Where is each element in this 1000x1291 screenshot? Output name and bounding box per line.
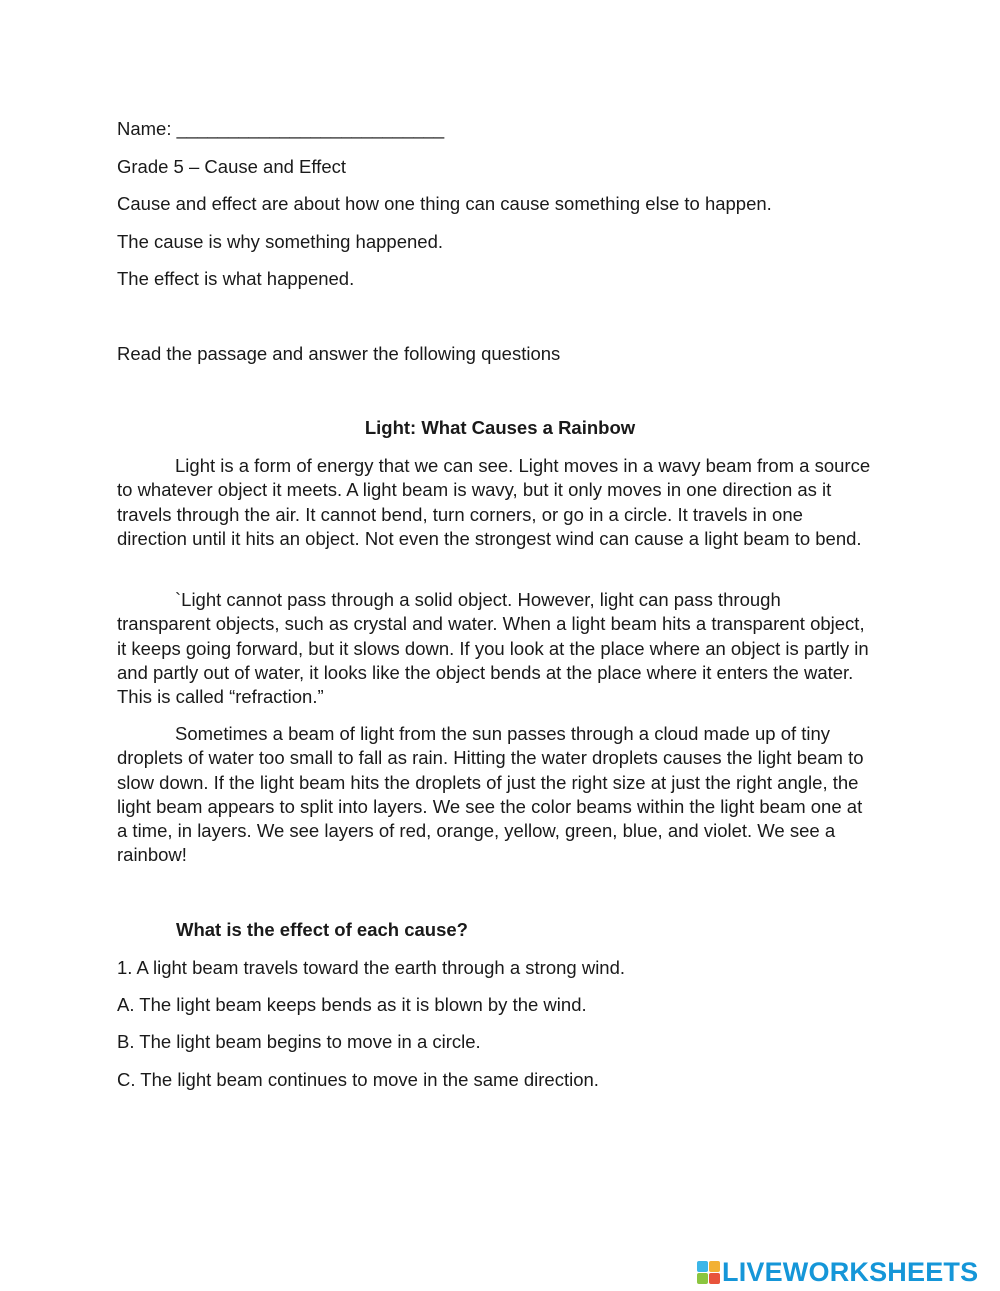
- effect-definition: The effect is what happened.: [117, 268, 355, 289]
- passage-paragraph-1: Light is a form of energy that we can see. Light moves in a wavy beam from a source to whatever object it meets. A light beam is wavy, but it only moves in one direction as it travels through the air. It cannot bend, turn corners, or go in a circle. It travels in one direction until it hits an object. Not even the strongest wind can cause a light beam to bend.: [117, 455, 871, 549]
- logo-blocks-icon: [697, 1261, 720, 1284]
- logo-block: [697, 1261, 708, 1272]
- logo-block: [709, 1261, 720, 1272]
- logo-text: LIVEWORKSHEETS: [722, 1257, 979, 1287]
- passage-paragraph-2: `Light cannot pass through a solid object. However, light can pass through transparent objects, such as crystal and water. When a light beam hits a transparent object, it keeps going forward, but it slows down. If you look at the place where an object is partly in and partly out of water, it looks like the object bends at the place where it enters the water. This is called “refraction.”: [117, 589, 869, 708]
- name-line: Name: __________________________: [117, 118, 445, 139]
- liveworksheets-logo: [697, 1256, 978, 1288]
- intro-text: Cause and effect are about how one thing can cause something else to happen.: [117, 193, 772, 214]
- grade-line: Grade 5 – Cause and Effect: [117, 156, 347, 177]
- option-b[interactable]: B. The light beam begins to move in a circle.: [117, 1031, 481, 1052]
- option-c[interactable]: C. The light beam continues to move in the same direction.: [117, 1069, 599, 1090]
- question-1: 1. A light beam travels toward the earth through a strong wind.: [117, 957, 626, 978]
- logo-block: [697, 1273, 708, 1284]
- instruction-text: Read the passage and answer the following questions: [117, 343, 561, 364]
- passage-paragraph-3: Sometimes a beam of light from the sun passes through a cloud made up of tiny droplets of water too small to fall as rain. Hitting the water droplets causes the light beam to slow down. If the light beam hits the droplets of just the right size at just the right angle, the light beam appears to split into layers. We see the color beams within the light beam one at a time, in layers. We see layers of red, orange, yellow, green, blue, and violet. We see a rainbow!: [117, 723, 864, 866]
- cause-definition: The cause is why something happened.: [117, 231, 444, 252]
- option-a[interactable]: A. The light beam keeps bends as it is blown by the wind.: [117, 994, 587, 1015]
- logo-block: [709, 1273, 720, 1284]
- questions-heading: What is the effect of each cause?: [176, 919, 468, 940]
- passage-title: Light: What Causes a Rainbow: [364, 417, 636, 438]
